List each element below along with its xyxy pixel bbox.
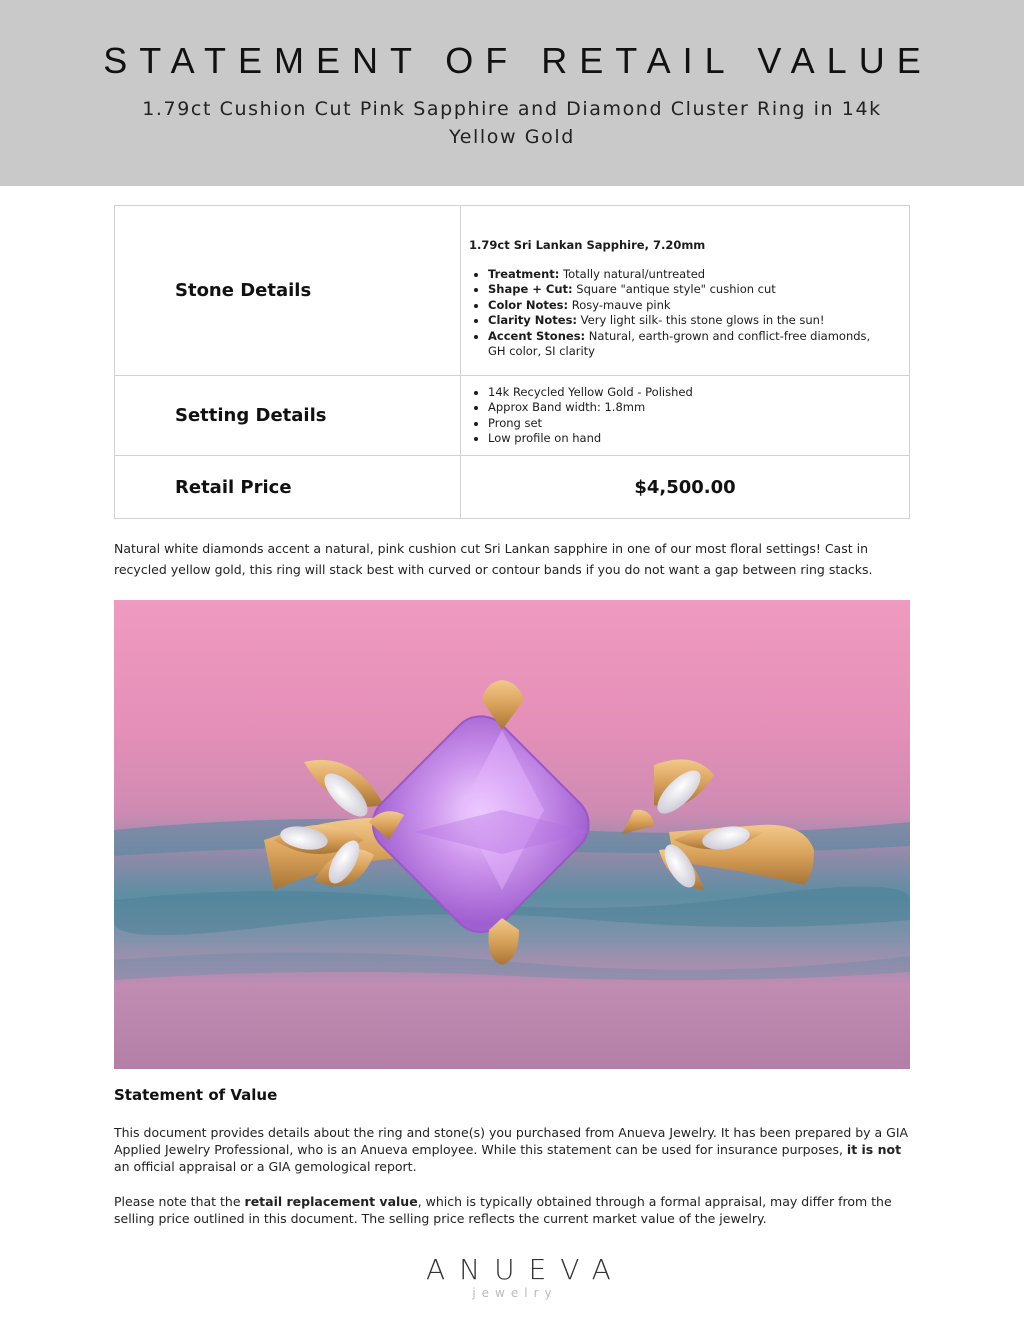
statement-paragraph-2 bbox=[114, 1193, 912, 1227]
emphasis-text: retail replacement value bbox=[244, 1194, 418, 1209]
spec-key: Accent Stones: bbox=[488, 328, 586, 343]
retail-price-row bbox=[115, 456, 910, 519]
page-title: STATEMENT OF RETAIL VALUE bbox=[103, 40, 933, 81]
spec-value: Totally natural/untreated bbox=[559, 266, 706, 281]
retail-price-label: Retail Price bbox=[115, 456, 461, 519]
spec-value: Rosy-mauve pink bbox=[568, 297, 671, 312]
spec-key: Treatment: bbox=[488, 266, 560, 281]
product-description: Natural white diamonds accent a natural, pink cushion cut Sri Lankan sapphire in one of our most floral settings! Cast in recycled yellow gold, this ring will stack best with curved or contour bands if you do not want a gap between ring stacks. bbox=[114, 541, 873, 577]
spec-value: Square "antique style" cushion cut bbox=[572, 282, 776, 296]
product-subtitle: 1.79ct Cushion Cut Pink Sapphire and Diamond Cluster Ring in 14k Yellow Gold bbox=[142, 98, 882, 148]
stone-heading: 1.79ct Sri Lankan Sapphire, 7.20mm bbox=[469, 237, 706, 252]
setting-details-label: Setting Details bbox=[115, 376, 461, 456]
text-run: an official appraisal or a GIA gemological report. bbox=[114, 1159, 417, 1175]
spec-value: Natural, earth-grown and conflict-free diamonds, GH color, SI clarity bbox=[488, 328, 871, 358]
spec-value: Very light silk- this stone glows in the sun! bbox=[577, 313, 825, 327]
details-table bbox=[114, 205, 910, 519]
setting-item: • Low profile on hand bbox=[488, 431, 889, 447]
spec-key: Clarity Notes: bbox=[488, 313, 578, 327]
header-banner bbox=[0, 0, 1024, 186]
spec-key: Color Notes: bbox=[488, 297, 569, 312]
spec-clarity-notes bbox=[488, 313, 889, 329]
setting-details-row bbox=[115, 376, 910, 456]
stone-spec-list bbox=[469, 267, 889, 360]
retail-price-value: $4,500.00 bbox=[461, 456, 910, 519]
text-run: Please note that the bbox=[114, 1194, 245, 1209]
setting-item: • Approx Band width: 1.8mm bbox=[488, 400, 889, 416]
statement-paragraph-1 bbox=[114, 1124, 912, 1176]
text-run: , which is typically obtained through a formal appraisal, may differ from the selling price outlined in this document. The selling price reflects the current market value of the jewelry. bbox=[114, 1194, 892, 1227]
spec-treatment bbox=[488, 267, 889, 283]
stone-details-cell bbox=[461, 206, 910, 376]
logo-wordmark: ANUEVA bbox=[426, 1253, 625, 1286]
stone-details-label: Stone Details bbox=[115, 206, 461, 376]
stone-details-row bbox=[115, 206, 910, 376]
spec-shape-cut bbox=[488, 282, 889, 298]
logo-subtext: jewelry bbox=[472, 1286, 558, 1300]
spec-color-notes bbox=[488, 298, 889, 314]
anueva-logo bbox=[412, 1253, 625, 1300]
ring-photo bbox=[114, 600, 910, 1069]
statement-title: Statement of Value bbox=[114, 1086, 278, 1104]
setting-item: • Prong set bbox=[488, 416, 889, 432]
ring-photo-illustration bbox=[114, 600, 910, 1069]
spec-accent-stones bbox=[488, 329, 889, 360]
setting-spec-list bbox=[469, 385, 889, 447]
emphasis-text: it is not bbox=[846, 1142, 902, 1158]
setting-details-cell bbox=[461, 376, 910, 456]
text-run: This document provides details about the ring and stone(s) you purchased from Anueva Jewelry. It has been prepared by a GIA Applied Jewelry Professional, who is an Anueva employee. While this statement can be used for insurance purposes, bbox=[114, 1125, 909, 1158]
spec-key: Shape + Cut: bbox=[488, 282, 573, 296]
setting-item: • 14k Recycled Yellow Gold - Polished bbox=[488, 385, 889, 401]
